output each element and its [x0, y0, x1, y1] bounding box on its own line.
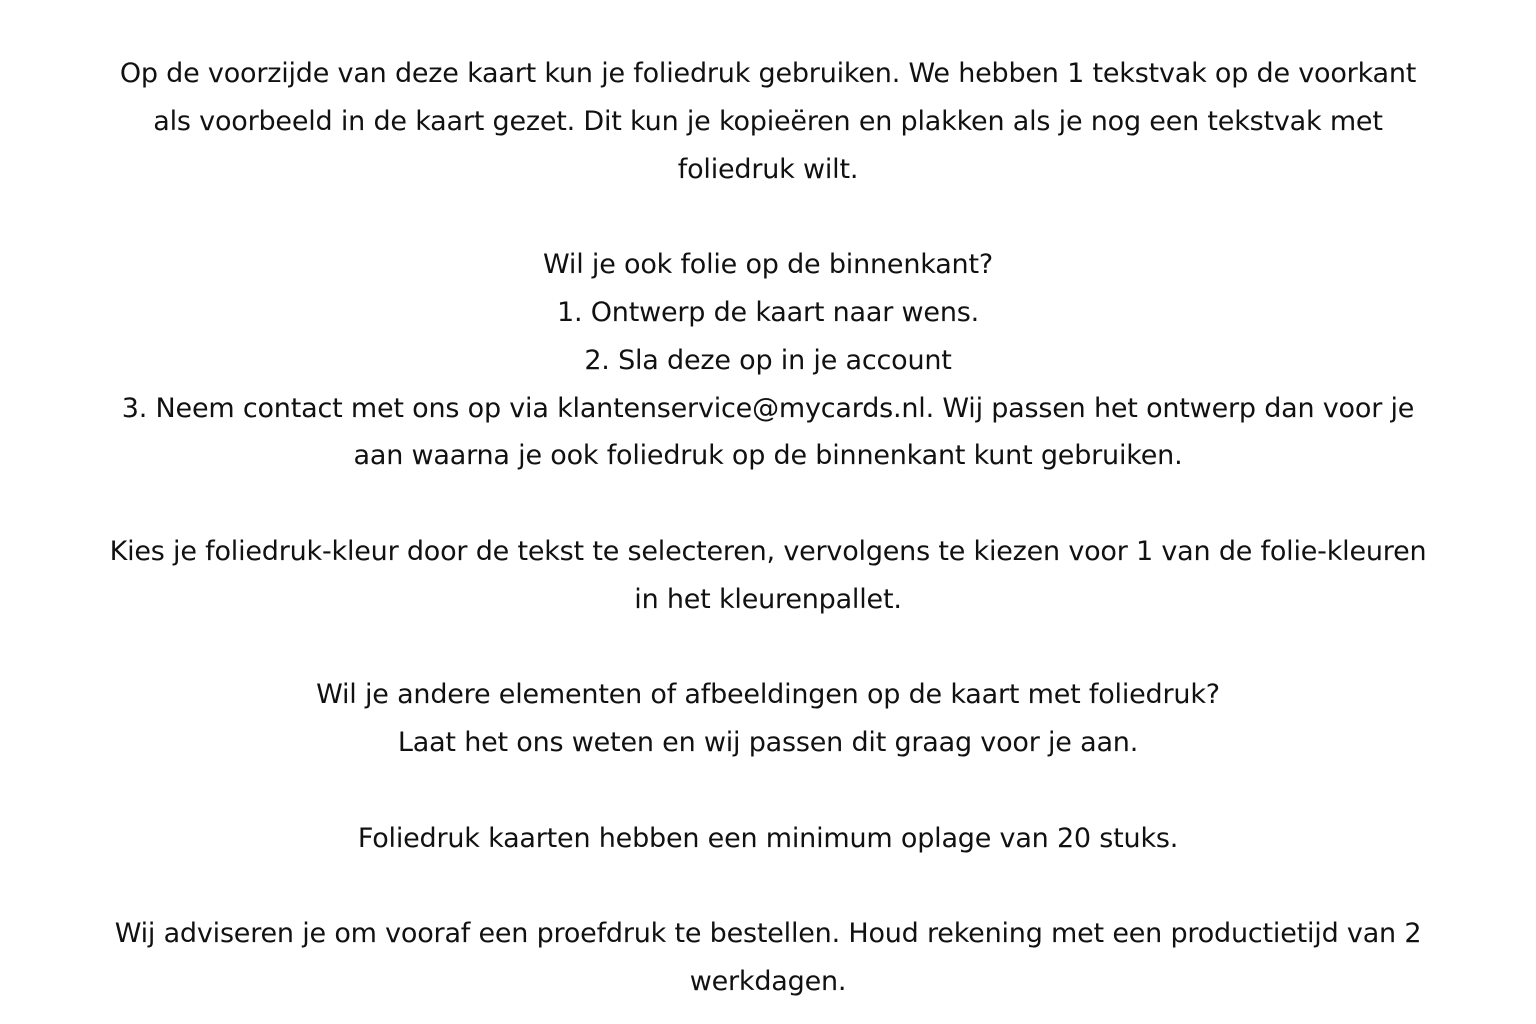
- paragraph-foil-color: [70, 528, 1466, 624]
- paragraph-proof-advice: [70, 910, 1466, 1006]
- text-line: Foliedruk kaarten hebben een minimum oplage van 20 stuks.: [357, 822, 1179, 854]
- paragraph-gap: [70, 767, 1466, 815]
- step-line: aan waarna je ook foliedruk op de binnenkant kunt gebruiken.: [353, 440, 1183, 472]
- text-line: Kies je foliedruk-kleur door de tekst te selecteren, vervolgens te kiezen voor 1 van de folie-kleuren: [109, 535, 1427, 567]
- text-line: Wil je ook folie op de binnenkant?: [543, 249, 993, 281]
- paragraph-gap: [70, 480, 1466, 528]
- paragraph-other-elements: [70, 671, 1466, 767]
- step-line: 3. Neem contact met ons op via klantenservice@mycards.nl. Wij passen het ontwerp dan voor je: [121, 392, 1415, 424]
- paragraph-foil-front: [70, 50, 1466, 193]
- text-line: Laat het ons weten en wij passen dit graag voor je aan.: [397, 727, 1139, 759]
- text-line: foliedruk wilt.: [677, 153, 859, 185]
- paragraph-gap: [70, 863, 1466, 911]
- paragraph-foil-inside-steps: [70, 241, 1466, 480]
- text-line: Wil je andere elementen of afbeeldingen op de kaart met foliedruk?: [316, 679, 1220, 711]
- text-line: als voorbeeld in de kaart gezet. Dit kun je kopieëren en plakken als je nog een tekstvak met: [153, 105, 1383, 137]
- text-line: Wij adviseren je om vooraf een proefdruk te bestellen. Houd rekening met een productietijd van 2: [114, 918, 1422, 950]
- paragraph-gap: [70, 624, 1466, 672]
- text-line: Op de voorzijde van deze kaart kun je foliedruk gebruiken. We hebben 1 tekstvak op de voorkant: [119, 58, 1417, 89]
- paragraph-minimum-order: [70, 815, 1466, 863]
- paragraph-gap: [70, 193, 1466, 241]
- text-line: werkdagen.: [689, 966, 847, 998]
- text-line: in het kleurenpallet.: [634, 583, 902, 615]
- step-line: 2. Sla deze op in je account: [584, 344, 952, 376]
- step-line: 1. Ontwerp de kaart naar wens.: [556, 296, 979, 328]
- instruction-text-block: [70, 50, 1466, 1006]
